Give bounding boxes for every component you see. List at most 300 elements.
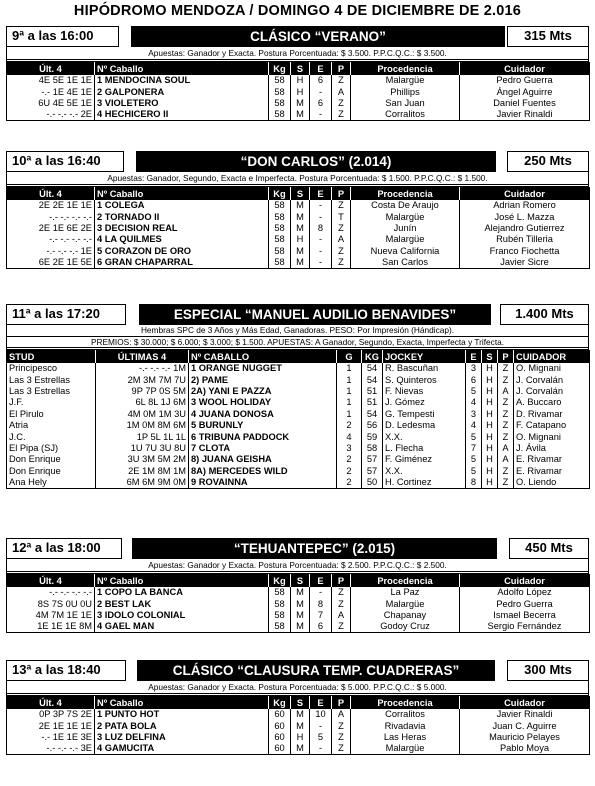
cell-g: 1 [337, 374, 362, 385]
cell-horse: 9 ROVAINNA [189, 477, 337, 489]
cell-origin: Costa De Araujo [351, 200, 460, 211]
cell-e: 10 [310, 709, 332, 720]
cell-horse: 4 GAMUCITA [95, 743, 269, 755]
cell-kg: 54 [362, 374, 383, 385]
race-header [6, 538, 589, 559]
cell-sex: M [291, 98, 310, 109]
column-header-kg: Kg [269, 187, 291, 200]
column-header-sex: S [291, 696, 310, 709]
race-header [6, 660, 589, 681]
cell-horse: 3 LUZ DELFINA [95, 732, 269, 743]
race-header [6, 304, 589, 325]
column-header-jockey: JOCKEY [383, 350, 466, 363]
cell-last4: 2E 2E 1E 1E [38, 200, 92, 211]
cell-kg: 59 [362, 431, 383, 442]
cell-sex: M [291, 109, 310, 121]
cell-s: H [482, 431, 498, 442]
cell-sex: H [291, 75, 310, 86]
column-header-sex: S [291, 62, 310, 75]
cell-kg: 51 [362, 386, 383, 397]
cell-horse: 1 ORANGE NUGGET [189, 363, 337, 374]
cell-trainer: Juan C. Aguirre [460, 720, 590, 731]
cell-p: A [498, 386, 514, 397]
column-header-e: E [466, 350, 482, 363]
cell-e: 5 [466, 386, 482, 397]
cell-e: 6 [310, 621, 332, 633]
cell-horse: 2A) YANI E PAZZA [189, 386, 337, 397]
column-header-trainer: Cuidador [460, 574, 590, 587]
cell-p: Z [332, 109, 351, 121]
column-header-kg: Kg [269, 62, 291, 75]
column-header-trainer: CUIDADOR [514, 350, 590, 363]
cell-horse: 7 CLOTA [189, 443, 337, 454]
cell-kg: 58 [269, 200, 291, 211]
cell-s: H [482, 477, 498, 489]
cell-last4: 6E 2E 1E 5E [38, 256, 92, 267]
cell-horse: 2 GALPONERA [95, 86, 269, 97]
race-name: “DON CARLOS” (2.014) [136, 151, 496, 172]
cell-sex: H [291, 234, 310, 245]
cell-origin: Malargüe [351, 598, 460, 609]
column-header-horse: Nº Caballo [95, 574, 269, 587]
table-row [7, 587, 590, 598]
cell-origin: La Paz [351, 587, 460, 598]
cell-e: 3 [466, 363, 482, 374]
cell-g: 2 [337, 420, 362, 431]
cell-kg: 58 [269, 246, 291, 257]
cell-sex: M [291, 720, 310, 731]
cell-last4: 6U 4E 5E 1E [38, 97, 92, 108]
cell-horse: 4 JUANA DONOSA [189, 409, 337, 420]
table-row [7, 431, 590, 442]
column-header-horse: Nº Caballo [95, 187, 269, 200]
cell-trainer: Franco Fiochetta [460, 246, 590, 257]
race-3 [6, 304, 589, 489]
entries-table [6, 62, 590, 121]
race-conditions: Apuestas: Ganador y Exacta. Postura Porcentuada: $ 5.000. P.P.C.Q.C.: $ 5.000. [6, 681, 589, 694]
cell-sex: M [291, 709, 310, 720]
column-header-e: E [310, 187, 332, 200]
cell-trainer: E. Rivamar [514, 454, 590, 465]
cell-last4: -.- -.- -.- -.- [49, 211, 92, 222]
cell-p: Z [332, 75, 351, 86]
column-header-horse: Nº CABALLO [189, 350, 337, 363]
cell-jockey: D. Ledesma [383, 420, 466, 431]
table-row [7, 109, 590, 121]
column-header-p: P [332, 187, 351, 200]
cell-horse: 1 COPO LA BANCA [95, 587, 269, 598]
cell-p: Z [498, 374, 514, 385]
race-time: 12ª a las 18:00 [6, 538, 122, 559]
cell-trainer: Pedro Guerra [460, 598, 590, 609]
cell-trainer: O. Mignani [514, 431, 590, 442]
cell-kg: 54 [362, 363, 383, 374]
cell-last4: -.- -.- -.- 1E [46, 245, 92, 256]
cell-horse: 3 DECISION REAL [95, 223, 269, 234]
table-row [7, 234, 590, 245]
cell-e: 8 [310, 223, 332, 234]
cell-stud: El Pipa (SJ) [9, 442, 59, 453]
cell-kg: 60 [269, 743, 291, 755]
column-header-origin: Procedencia [351, 574, 460, 587]
cell-jockey: F. Giménez [383, 454, 466, 465]
race-5 [6, 660, 589, 755]
cell-trainer: Adolfo López [460, 587, 590, 598]
column-header-horse: Nº Caballo [95, 62, 269, 75]
race-header [6, 151, 589, 172]
column-header-p: P [498, 350, 514, 363]
cell-g: 1 [337, 397, 362, 408]
cell-trainer: Pedro Guerra [460, 75, 590, 86]
column-header-s: S [482, 350, 498, 363]
column-header-g: G [337, 350, 362, 363]
race-time: 11ª a las 17:20 [6, 304, 126, 325]
cell-p: T [332, 211, 351, 222]
cell-last4: 8S 7S 0U 0U [37, 598, 92, 609]
cell-sex: M [291, 246, 310, 257]
cell-s: H [482, 466, 498, 477]
cell-kg: 58 [269, 75, 291, 86]
cell-trainer: Javier Rinaldi [460, 109, 590, 121]
cell-sex: H [291, 86, 310, 97]
cell-origin: Nueva California [351, 246, 460, 257]
cell-s: H [482, 386, 498, 397]
cell-kg: 51 [362, 397, 383, 408]
race-4 [6, 538, 589, 633]
cell-kg: 58 [269, 598, 291, 609]
cell-e: 5 [310, 732, 332, 743]
cell-last4: 2E 1M 8M 1M [96, 466, 189, 477]
cell-stud: Principesco [9, 363, 58, 374]
table-row [7, 363, 590, 374]
table-row [7, 257, 590, 269]
header-row [7, 187, 590, 200]
table-row [7, 732, 590, 743]
cell-p: Z [332, 257, 351, 269]
cell-stud: Las 3 Estrellas [9, 385, 70, 396]
cell-kg: 58 [269, 610, 291, 621]
cell-p: Z [332, 223, 351, 234]
column-header-kg: Kg [269, 574, 291, 587]
cell-origin: Corralitos [351, 709, 460, 720]
race-distance: 1.400 Mts [500, 304, 589, 325]
cell-kg: 58 [269, 223, 291, 234]
cell-p: A [498, 454, 514, 465]
cell-p: A [332, 234, 351, 245]
cell-kg: 57 [362, 454, 383, 465]
cell-horse: 6 GRAN CHAPARRAL [95, 257, 269, 269]
cell-trainer: F. Catapano [514, 420, 590, 431]
cell-p: A [332, 610, 351, 621]
table-row [7, 477, 590, 489]
cell-jockey: L. Flecha [383, 443, 466, 454]
header-row [7, 574, 590, 587]
cell-trainer: A. Buccaro [514, 397, 590, 408]
cell-kg: 58 [269, 86, 291, 97]
cell-horse: 6 TRIBUNA PADDOCK [189, 431, 337, 442]
column-header-last4: Últ. 4 [7, 574, 95, 587]
cell-e: 6 [310, 75, 332, 86]
column-header-p: P [332, 62, 351, 75]
table-row [7, 743, 590, 755]
cell-g: 2 [337, 477, 362, 489]
cell-kg: 58 [269, 109, 291, 121]
cell-horse: 2 TORNADO II [95, 211, 269, 222]
cell-sex: M [291, 598, 310, 609]
cell-sex: M [291, 743, 310, 755]
table-row [7, 75, 590, 86]
cell-stud: Atria [9, 420, 29, 431]
cell-p: Z [332, 621, 351, 633]
cell-horse: 4 GAEL MAN [95, 621, 269, 633]
table-row [7, 200, 590, 211]
cell-s: H [482, 454, 498, 465]
cell-e: 8 [310, 598, 332, 609]
cell-trainer: Ismael Becerra [460, 610, 590, 621]
race-conditions: Apuestas: Ganador y Exacta. Postura Porcentuada: $ 3.500. P.P.C.Q.C.: $ 3.500. [6, 47, 589, 60]
table-row [7, 211, 590, 222]
page-title: HIPÓDROMO MENDOZA / DOMINGO 4 DE DICIEMBRE DE 2.016 [73, 3, 522, 19]
race-conditions: Hembras SPC de 3 Años y Más Edad, Ganadoras. PESO: Por Impresión (Hándicap). [6, 325, 589, 337]
cell-last4: 1P 5L 1L 1L [96, 431, 189, 442]
cell-origin: San Juan [351, 98, 460, 109]
cell-sex: M [291, 610, 310, 621]
race-time: 10ª a las 16:40 [6, 151, 124, 172]
column-header-trainer: Cuidador [460, 62, 590, 75]
cell-kg: 50 [362, 477, 383, 489]
cell-last4: -.- 1E 4E 1E [41, 86, 92, 97]
column-header-kg: Kg [269, 696, 291, 709]
cell-kg: 58 [269, 621, 291, 633]
cell-jockey: G. Tempesti [383, 409, 466, 420]
cell-last4: 9P 7P 0S 5M [96, 386, 189, 397]
column-header-horse: Nº Caballo [95, 696, 269, 709]
cell-e: 6 [310, 98, 332, 109]
cell-p: Z [332, 587, 351, 598]
cell-horse: 1 MENDOCINA SOUL [95, 75, 269, 86]
cell-e: 7 [466, 443, 482, 454]
table-row [7, 386, 590, 397]
cell-s: H [482, 397, 498, 408]
cell-e: 8 [466, 477, 482, 489]
cell-e: 4 [466, 420, 482, 431]
cell-jockey: J. Gómez [383, 397, 466, 408]
cell-last4: -.- -.- -.- -.- [49, 587, 92, 598]
cell-trainer: Javier Rinaldi [460, 709, 590, 720]
cell-horse: 1 PUNTO HOT [95, 709, 269, 720]
cell-e: - [310, 200, 332, 211]
table-row [7, 454, 590, 465]
column-header-e: E [310, 62, 332, 75]
cell-sex: H [291, 732, 310, 743]
cell-g: 1 [337, 386, 362, 397]
cell-kg: 60 [269, 732, 291, 743]
cell-stud: Don Enrique [9, 454, 61, 465]
cell-e: - [310, 257, 332, 269]
cell-e: - [310, 587, 332, 598]
table-row [7, 720, 590, 731]
cell-p: Z [332, 200, 351, 211]
cell-horse: 3 WOOL HOLIDAY [189, 397, 337, 408]
cell-g: 2 [337, 466, 362, 477]
cell-last4: 1E 1E 1E 8M [37, 621, 92, 632]
cell-origin: Phillips [351, 86, 460, 97]
table-row [7, 420, 590, 431]
cell-stud: Don Enrique [9, 465, 61, 476]
cell-stud: El Pirulo [9, 408, 44, 419]
cell-e: 5 [466, 466, 482, 477]
cell-jockey: X.X. [383, 431, 466, 442]
cell-horse: 5 BURUNLY [189, 420, 337, 431]
cell-trainer: Ángel Aguirre [460, 86, 590, 97]
cell-p: Z [332, 720, 351, 731]
cell-last4: 2E 1E 1E 1E [38, 720, 92, 731]
cell-p: A [332, 709, 351, 720]
column-header-last4: Últ. 4 [7, 187, 95, 200]
cell-horse: 5 CORAZON DE ORO [95, 246, 269, 257]
cell-origin: Malargüe [351, 211, 460, 222]
column-header-trainer: Cuidador [460, 696, 590, 709]
cell-e: 4 [466, 397, 482, 408]
race-name: ESPECIAL “MANUEL AUDILIO BENAVIDES” [139, 304, 491, 325]
cell-trainer: D. Rivamar [514, 409, 590, 420]
column-header-origin: Procedencia [351, 187, 460, 200]
cell-kg: 58 [269, 257, 291, 269]
cell-stud: Ana Hely [9, 476, 47, 487]
cell-trainer: Pablo Moya [460, 743, 590, 755]
cell-g: 1 [337, 409, 362, 420]
cell-horse: 1 COLEGA [95, 200, 269, 211]
table-row [7, 374, 590, 385]
race-distance: 250 Mts [507, 151, 589, 172]
cell-trainer: Javier Sicre [460, 257, 590, 269]
race-header [6, 26, 589, 47]
cell-kg: 57 [362, 466, 383, 477]
race-name: CLÁSICO “CLAUSURA TEMP. CUADRERAS” [137, 660, 495, 681]
cell-s: H [482, 420, 498, 431]
column-header-sex: S [291, 574, 310, 587]
cell-p: Z [498, 363, 514, 374]
column-header-last4: Últ. 4 [7, 696, 95, 709]
cell-trainer: E. Rivamar [514, 466, 590, 477]
cell-s: H [482, 409, 498, 420]
cell-origin: Chapanay [351, 610, 460, 621]
cell-last4: 1M 0M 8M 6M [96, 420, 189, 431]
cell-trainer: Rubén Tilleria [460, 234, 590, 245]
cell-horse: 4 LA QUILMES [95, 234, 269, 245]
cell-last4: 3U 3M 5M 2M [96, 454, 189, 465]
table-row [7, 466, 590, 477]
cell-s: H [482, 443, 498, 454]
race-conditions: Apuestas: Ganador, Segundo, Exacta e Imperfecta. Postura Porcentuada: $ 1.500. P.P.C.Q.C.: $ 1.500. [6, 172, 589, 185]
cell-sex: M [291, 621, 310, 633]
column-header-sex: S [291, 187, 310, 200]
cell-stud: Las 3 Estrellas [9, 374, 70, 385]
cell-last4: -.- -.- -.- -.- [49, 234, 92, 245]
cell-p: Z [498, 477, 514, 489]
column-header-e: E [310, 574, 332, 587]
cell-last4: 6L 8L 1J 6M [96, 397, 189, 408]
cell-trainer: J. Ávila [514, 443, 590, 454]
cell-sex: M [291, 257, 310, 269]
column-header-origin: Procedencia [351, 696, 460, 709]
column-header-p: P [332, 574, 351, 587]
cell-sex: M [291, 223, 310, 234]
cell-last4: -.- 1E 1E 3E [41, 731, 92, 742]
cell-kg: 56 [362, 420, 383, 431]
cell-horse: 2 PATA BOLA [95, 720, 269, 731]
cell-trainer: Mauricio Pelayes [460, 732, 590, 743]
cell-s: H [482, 374, 498, 385]
table-row [7, 598, 590, 609]
cell-e: - [310, 743, 332, 755]
cell-kg: 58 [269, 211, 291, 222]
cell-origin: Las Heras [351, 732, 460, 743]
cell-stud: J.C. [9, 431, 26, 442]
cell-origin: Junín [351, 223, 460, 234]
race-time: 13ª a las 18:40 [6, 660, 126, 681]
cell-kg: 58 [269, 587, 291, 598]
column-header-e: E [310, 696, 332, 709]
cell-kg: 58 [269, 234, 291, 245]
race-conditions: Apuestas: Ganador y Exacta. Postura Porcentuada: $ 2.500. P.P.C.Q.C.: $ 2.500. [6, 559, 589, 572]
cell-p: Z [498, 466, 514, 477]
header-row [7, 696, 590, 709]
cell-kg: 60 [269, 709, 291, 720]
cell-e: - [310, 720, 332, 731]
race-time: 9ª a las 16:00 [6, 26, 119, 47]
cell-origin: San Carlos [351, 257, 460, 269]
entries-table [6, 350, 590, 489]
cell-sex: M [291, 587, 310, 598]
cell-g: 1 [337, 363, 362, 374]
cell-e: - [310, 86, 332, 97]
cell-e: 5 [466, 454, 482, 465]
cell-origin: Godoy Cruz [351, 621, 460, 633]
cell-last4: 2E 1E 6E 2E [38, 222, 92, 233]
cell-trainer: J. Corvalán [514, 374, 590, 385]
cell-p: Z [498, 431, 514, 442]
cell-p: Z [332, 246, 351, 257]
entries-table [6, 187, 590, 269]
race-name: “TEHUANTEPEC” (2.015) [132, 538, 497, 559]
cell-last4: 0P 3P 7S 2E [39, 709, 92, 720]
cell-p: Z [332, 743, 351, 755]
cell-horse: 4 HECHICERO II [95, 109, 269, 121]
cell-s: H [482, 363, 498, 374]
cell-sex: M [291, 211, 310, 222]
column-header-last4: ÚLTIMAS 4 [96, 350, 189, 363]
cell-e: - [310, 211, 332, 222]
race-distance: 450 Mts [509, 538, 589, 559]
table-row [7, 409, 590, 420]
cell-trainer: Alejandro Gutierrez [460, 223, 590, 234]
column-header-origin: Procedencia [351, 62, 460, 75]
cell-jockey: R. Bascuñan [383, 363, 466, 374]
cell-horse: 8A) MERCEDES WILD [189, 466, 337, 477]
cell-g: 3 [337, 443, 362, 454]
cell-jockey: X.X. [383, 466, 466, 477]
cell-horse: 2 BEST LAK [95, 598, 269, 609]
cell-trainer: O. Mignani [514, 363, 590, 374]
cell-jockey: S. Quinteros [383, 374, 466, 385]
table-row [7, 397, 590, 408]
cell-horse: 2) PAME [189, 374, 337, 385]
cell-p: A [332, 86, 351, 97]
cell-trainer: J. Corvalán [514, 386, 590, 397]
column-header-stud: STUD [7, 350, 96, 363]
table-row [7, 621, 590, 633]
